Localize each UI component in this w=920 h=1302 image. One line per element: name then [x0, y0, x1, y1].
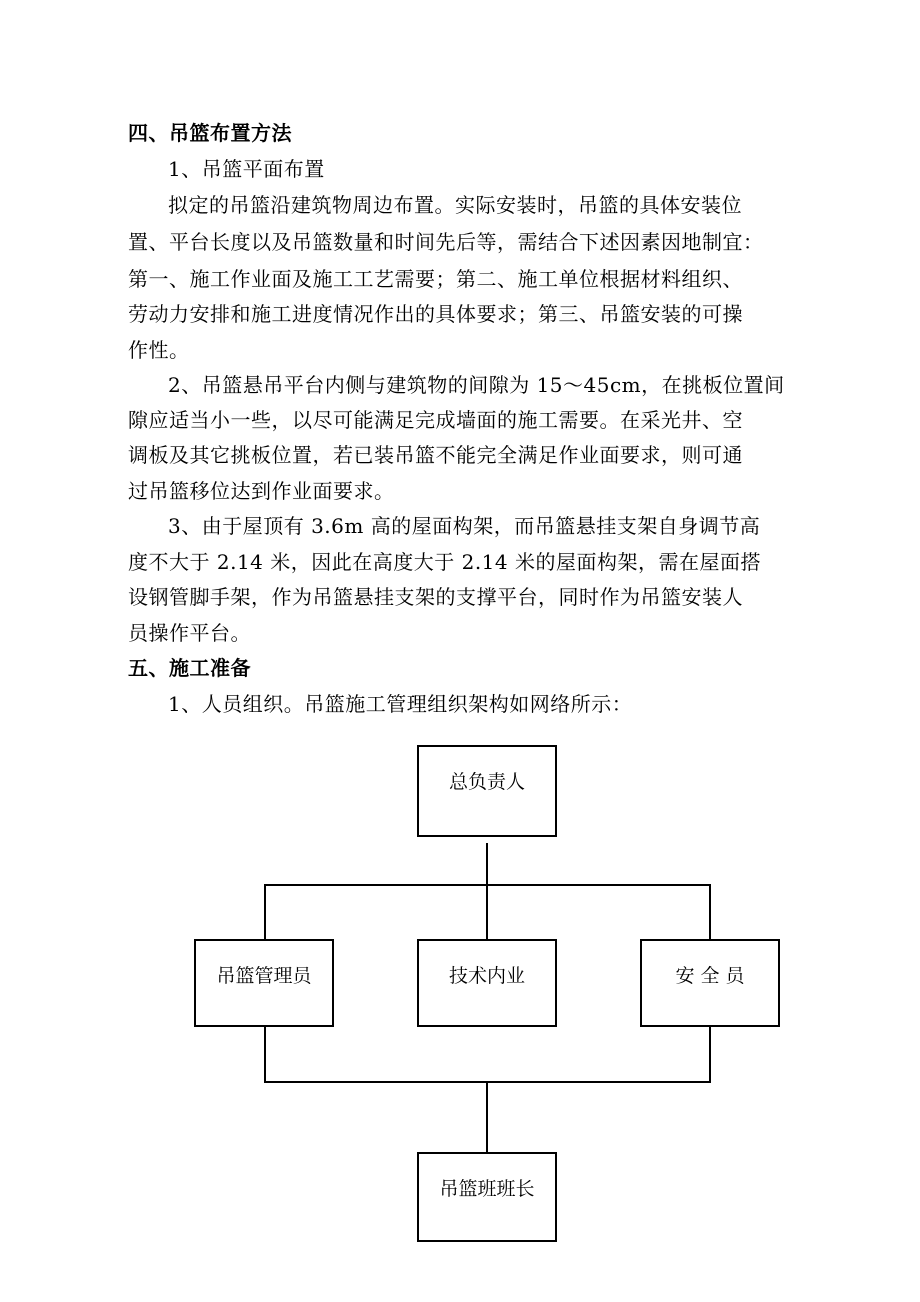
paragraph-line: 拟定的吊篮沿建筑物周边布置。实际安装时，吊篮的具体安装位	[168, 193, 742, 217]
paragraph-line: 作性。	[128, 338, 190, 362]
org-box-middle-1	[194, 939, 334, 1027]
connector-line	[709, 1026, 711, 1082]
paragraph-line: 劳动力安排和施工进度情况作出的具体要求；第三、吊篮安装的可操	[128, 302, 743, 326]
section-5-subheading-1: 1、人员组织。吊篮施工管理组织架构如网络所示：	[168, 692, 633, 716]
connector-line	[264, 884, 266, 940]
connector-line	[486, 884, 488, 940]
org-box-top	[417, 745, 557, 837]
paragraph-line: 隙应适当小一些，以尽可能满足完成墙面的施工需要。在采光井、空	[128, 408, 743, 432]
paragraph-line: 度不大于 2.14 米，因此在高度大于 2.14 米的屋面构架，需在屋面搭	[128, 550, 761, 574]
org-label-middle-3: 安 全 员	[675, 965, 745, 987]
paragraph-line: 过吊篮移位达到作业面要求。	[128, 479, 395, 503]
org-box-middle-3	[640, 939, 780, 1027]
paragraph-line: 调板及其它挑板位置，若已装吊篮不能完全满足作业面要求，则可通	[128, 443, 743, 467]
org-label-top: 总负责人	[448, 771, 525, 793]
connector-line	[486, 1081, 488, 1153]
org-box-bottom	[417, 1152, 557, 1242]
org-box-middle-2	[417, 939, 557, 1027]
paragraph-line: 2、吊篮悬吊平台内侧与建筑物的间隙为 15～45cm，在挑板位置间	[168, 373, 785, 397]
section-4-title: 四、吊篮布置方法	[128, 121, 292, 145]
org-label-middle-2: 技术内业	[448, 965, 525, 987]
org-label-middle-1: 吊篮管理员	[216, 965, 312, 987]
paragraph-line: 员操作平台。	[128, 621, 251, 645]
paragraph-line: 置、平台长度以及吊篮数量和时间先后等，需结合下述因素因地制宜：	[128, 230, 764, 254]
paragraph-line: 设钢管脚手架，作为吊篮悬挂支架的支撑平台，同时作为吊篮安装人	[128, 585, 743, 609]
connector-line	[709, 884, 711, 940]
section-5-title: 五、施工准备	[128, 656, 251, 680]
connector-line	[264, 1026, 266, 1082]
paragraph-line: 第一、施工作业面及施工工艺需要；第二、施工单位根据材料组织、	[128, 267, 743, 291]
org-label-bottom: 吊篮班班长	[439, 1178, 535, 1200]
connector-line	[486, 843, 488, 885]
paragraph-line: 3、由于屋顶有 3.6m 高的屋面构架，而吊篮悬挂支架自身调节高	[168, 514, 761, 538]
section-4-subheading-1: 1、吊篮平面布置	[168, 157, 325, 181]
